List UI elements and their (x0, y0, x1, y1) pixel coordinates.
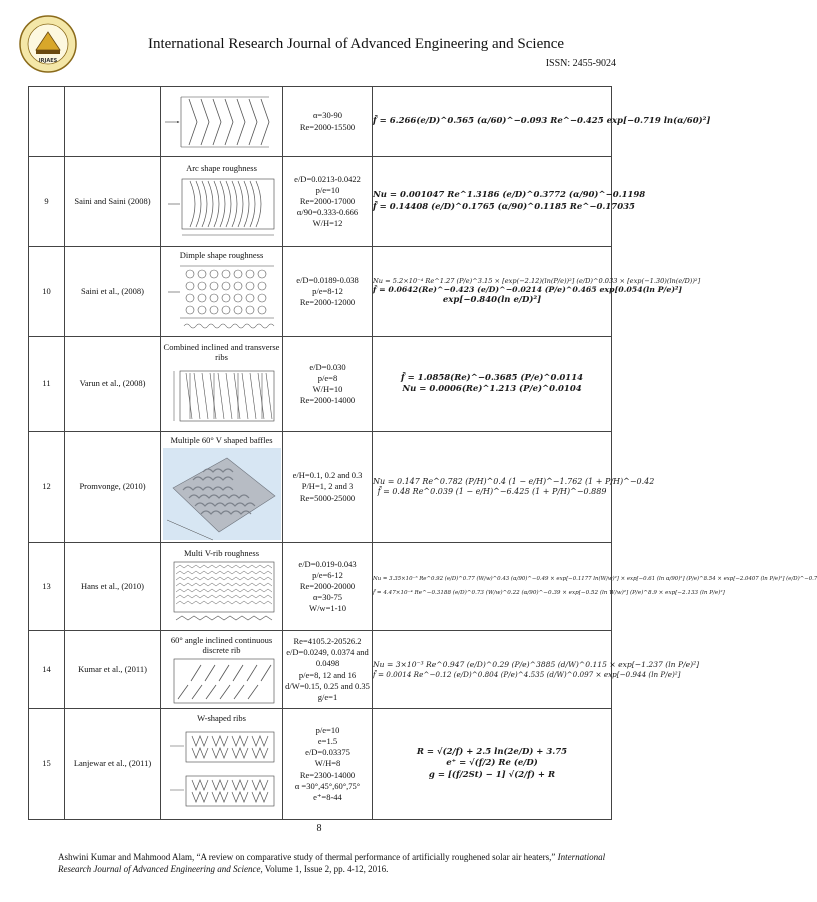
equation-line: Nu = 5.2×10⁻⁴ Re^1.27 (P/e)^3.15 × [exp(−2.12)(ln(P/e))²] (e/D)^0.033 × [exp(−1.30)(ln(e/D))²] (373, 276, 701, 285)
figure-dimples (166, 262, 278, 334)
row-author: Kumar et al., (2011) (65, 631, 161, 709)
journal-title: International Research Journal of Advanced Engineering and Science (147, 36, 565, 52)
citation-text: Ashwini Kumar and Mahmood Alam, “A review on comparative study of thermal performance of artificially roughened solar air heaters,” (58, 852, 556, 862)
equation-line: Nu = 3×10⁻³ Re^0.947 (e/D)^0.29 (P/e)^3885 (d/W)^0.115 × exp[−1.237 (ln P/e)²] (373, 659, 700, 669)
row-author: Hans et al., (2010) (65, 543, 161, 631)
equation-line: f̄ = 0.0642(Re)^−0.423 (e/D)^−0.0214 (P/e)^0.465 exp[0.054(ln P/e)²] (373, 285, 683, 295)
param-line: W/H=8 (314, 758, 341, 769)
row-equations (373, 157, 646, 247)
row-number: 10 (29, 247, 65, 337)
param-line: Re=2000-17000 (299, 195, 356, 206)
row-number: 13 (29, 543, 65, 631)
param-line: Re=5000-25000 (299, 492, 356, 503)
equation-line: R = √(2/f) + 2.5 ln(2e/D) + 3.75 (416, 747, 568, 758)
param-line: e/H=0.1, 0.2 and 0.3 (292, 470, 363, 481)
equation-line: exp[−0.840(ln e/D)²] (442, 295, 542, 306)
param-line: Re=2000-20000 (299, 580, 356, 591)
row-number: 11 (29, 337, 65, 432)
table-row (29, 432, 612, 543)
param-line: e/D=0.0189-0.038 (296, 274, 359, 285)
table-row (29, 543, 612, 631)
param-line: Re=2000-14000 (299, 395, 356, 406)
equation-line: f̄ = 4.47×10⁻⁴ Re^−0.3188 (e/D)^0.73 (W/w)^0.22 (α/90)^−0.39 × exp[−0.52 (ln W/w)²] (P/e)^8.9 × exp[−2.133 (ln P/e)²] (373, 590, 725, 597)
row-number: 15 (29, 709, 65, 820)
param-line: p/e=10 (315, 184, 340, 195)
param-line: e/D=0.019-0.043 (298, 558, 357, 569)
param-line: Re=4105.2-20526.2 (293, 636, 362, 647)
figure-title: Multiple 60° V shaped baffles (170, 435, 273, 446)
roughness-figure (161, 631, 283, 709)
row-author: Lanjewar et al., (2011) (65, 709, 161, 820)
param-line: α/90=0.333-0.666 (296, 207, 359, 218)
figure-v-baffles-3d (163, 448, 281, 540)
row-equations (373, 337, 612, 432)
equation-line: Nu = 0.147 Re^0.782 (P/H)^0.4 (1 − e/H)^−1.762 (1 + P/H)^−0.42 (373, 476, 655, 486)
figure-w-ribs (166, 726, 278, 816)
param-line: W/w=1-10 (309, 603, 346, 614)
equation-line: f̄ = 6.266(e/D)^0.565 (α/60)^−0.093 Re^−0.425 exp[−0.719 ln(α/60)²] (373, 115, 711, 126)
param-line: p/e=6-12 (312, 569, 343, 580)
figure-chevron-ribs (161, 91, 271, 153)
param-line: p/e=8-12 (312, 285, 343, 296)
row-author (65, 87, 161, 157)
row-author: Saini et al., (2008) (65, 247, 161, 337)
roughness-figure (161, 87, 283, 157)
issn: ISSN: 2455-9024 (545, 58, 616, 69)
roughness-figure (161, 247, 283, 337)
row-params (283, 432, 373, 543)
param-line: e/D=0.0249, 0.0374 and 0.0498 (286, 647, 369, 669)
figure-title: Multi V-rib roughness (183, 547, 260, 558)
param-line: p/e=8, 12 and 16 (298, 669, 357, 680)
roughness-figure (161, 709, 283, 820)
citation-journal: International Research Journal of Advanced Engineering and Science, (58, 852, 606, 874)
row-number: 14 (29, 631, 65, 709)
table-row (29, 631, 612, 709)
param-line: α =30°,45°,60°,75° (294, 780, 361, 791)
journal-logo (18, 14, 78, 74)
param-line: e⁺=8-44 (313, 791, 342, 802)
table-row (29, 157, 612, 247)
correlation-table (28, 86, 817, 820)
equation-line: f̄ = 1.0858(Re)^−0.3685 (P/e)^0.0114 (400, 372, 584, 383)
figure-title: W-shaped ribs (197, 713, 246, 724)
row-params (283, 631, 373, 709)
param-line: P/H=1, 2 and 3 (301, 481, 354, 492)
param-line: W/H=12 (312, 218, 343, 229)
param-line: e=1.5 (317, 736, 338, 747)
param-line: e/D=0.0213-0.0422 (294, 173, 361, 184)
row-equations (373, 709, 612, 820)
roughness-figure (161, 432, 283, 543)
logo-text: IRJAES (38, 58, 58, 64)
row-params (283, 337, 373, 432)
param-line: p/e=10 (315, 725, 340, 736)
row-number (29, 87, 65, 157)
equation-line: e⁺ = √(f/2) Re (e/D) (446, 758, 538, 769)
row-params (283, 247, 373, 337)
param-line: α=30-90 (312, 110, 343, 121)
row-params (283, 87, 373, 157)
row-params (283, 709, 373, 820)
row-equations (373, 87, 711, 157)
equation-line: Nu = 3.35×10⁻⁵ Re^0.92 (e/D)^0.77 (W/w)^0.43 (α/90)^−0.49 × exp[−0.1177 ln(W/w)²] × exp[−0.61 (ln α/90)²] (P/e)^8.54 × exp[−2.0407 (ln P/e)²] (e/D)^−0.7 (373, 576, 817, 583)
equation-line: f̄ = 0.14408 (e/D)^0.1765 (α/90)^0.1185 Re^−0.17035 (373, 201, 635, 212)
param-line: e/D=0.030 (309, 361, 346, 372)
equation-line: Nu = 0.0006(Re)^1.213 (P/e)^0.0104 (402, 384, 582, 394)
equation-line: f̄ = 0.48 Re^0.039 (1 − e/H)^−6.425 (1 + P/H)^−0.889 (377, 487, 607, 496)
row-equations (373, 543, 817, 631)
param-line: W/H=10 (312, 384, 343, 394)
row-equations (373, 631, 700, 709)
param-line: α=30-75 (312, 592, 343, 603)
footer-citation (58, 852, 608, 875)
page-number: 8 (316, 823, 322, 834)
param-line: e/D=0.03375 (305, 747, 350, 758)
table-row (29, 247, 612, 337)
figure-title: 60° angle inclined continuous discrete rib (170, 634, 273, 655)
table-row (29, 709, 612, 820)
figure-inclined-transverse-ribs (166, 365, 278, 427)
row-number: 9 (29, 157, 65, 247)
roughness-figure (161, 337, 283, 432)
figure-arc-ribs (166, 175, 278, 241)
row-author: Varun et al., (2008) (65, 337, 161, 432)
table-row (29, 87, 612, 157)
row-equations (373, 247, 701, 337)
citation-volume: Volume 1, Issue 2, pp. 4-12, 2016. (262, 863, 389, 874)
row-author: Saini and Saini (2008) (65, 157, 161, 247)
param-line: Re=2000-15500 (299, 121, 356, 132)
figure-discrete-ribs (166, 657, 278, 705)
equation-line: Nu = 0.001047 Re^1.3186 (e/D)^0.3772 (α/90)^−0.1198 (373, 190, 646, 201)
row-equations (373, 432, 655, 543)
table-row (29, 337, 612, 432)
row-number: 12 (29, 432, 65, 543)
row-params (283, 157, 373, 247)
param-line: Re=2300-14000 (299, 769, 356, 780)
figure-title: Arc shape roughness (186, 162, 257, 173)
row-author: Promvonge, (2010) (65, 432, 161, 543)
figure-multi-v-ribs (166, 560, 278, 626)
figure-title: Dimple shape roughness (179, 249, 264, 260)
param-line: g/e=1 (317, 691, 338, 702)
param-line: d/W=0.15, 0.25 and 0.35 (285, 680, 370, 691)
param-line: Re=2000-12000 (299, 297, 356, 308)
equation-line: g = [(f/2St) − 1] √(2/f) + R (428, 769, 556, 780)
roughness-figure (161, 157, 283, 247)
row-params (283, 543, 373, 631)
roughness-figure (161, 543, 283, 631)
equation-line: f̄ = 0.0014 Re^−0.12 (e/D)^0.804 (P/e)^4.535 (d/W)^0.097 × exp[−0.944 (ln P/e)²] (373, 669, 681, 679)
figure-title: Combined inclined and transverse ribs (163, 342, 280, 362)
param-line: p/e=8 (317, 372, 338, 383)
